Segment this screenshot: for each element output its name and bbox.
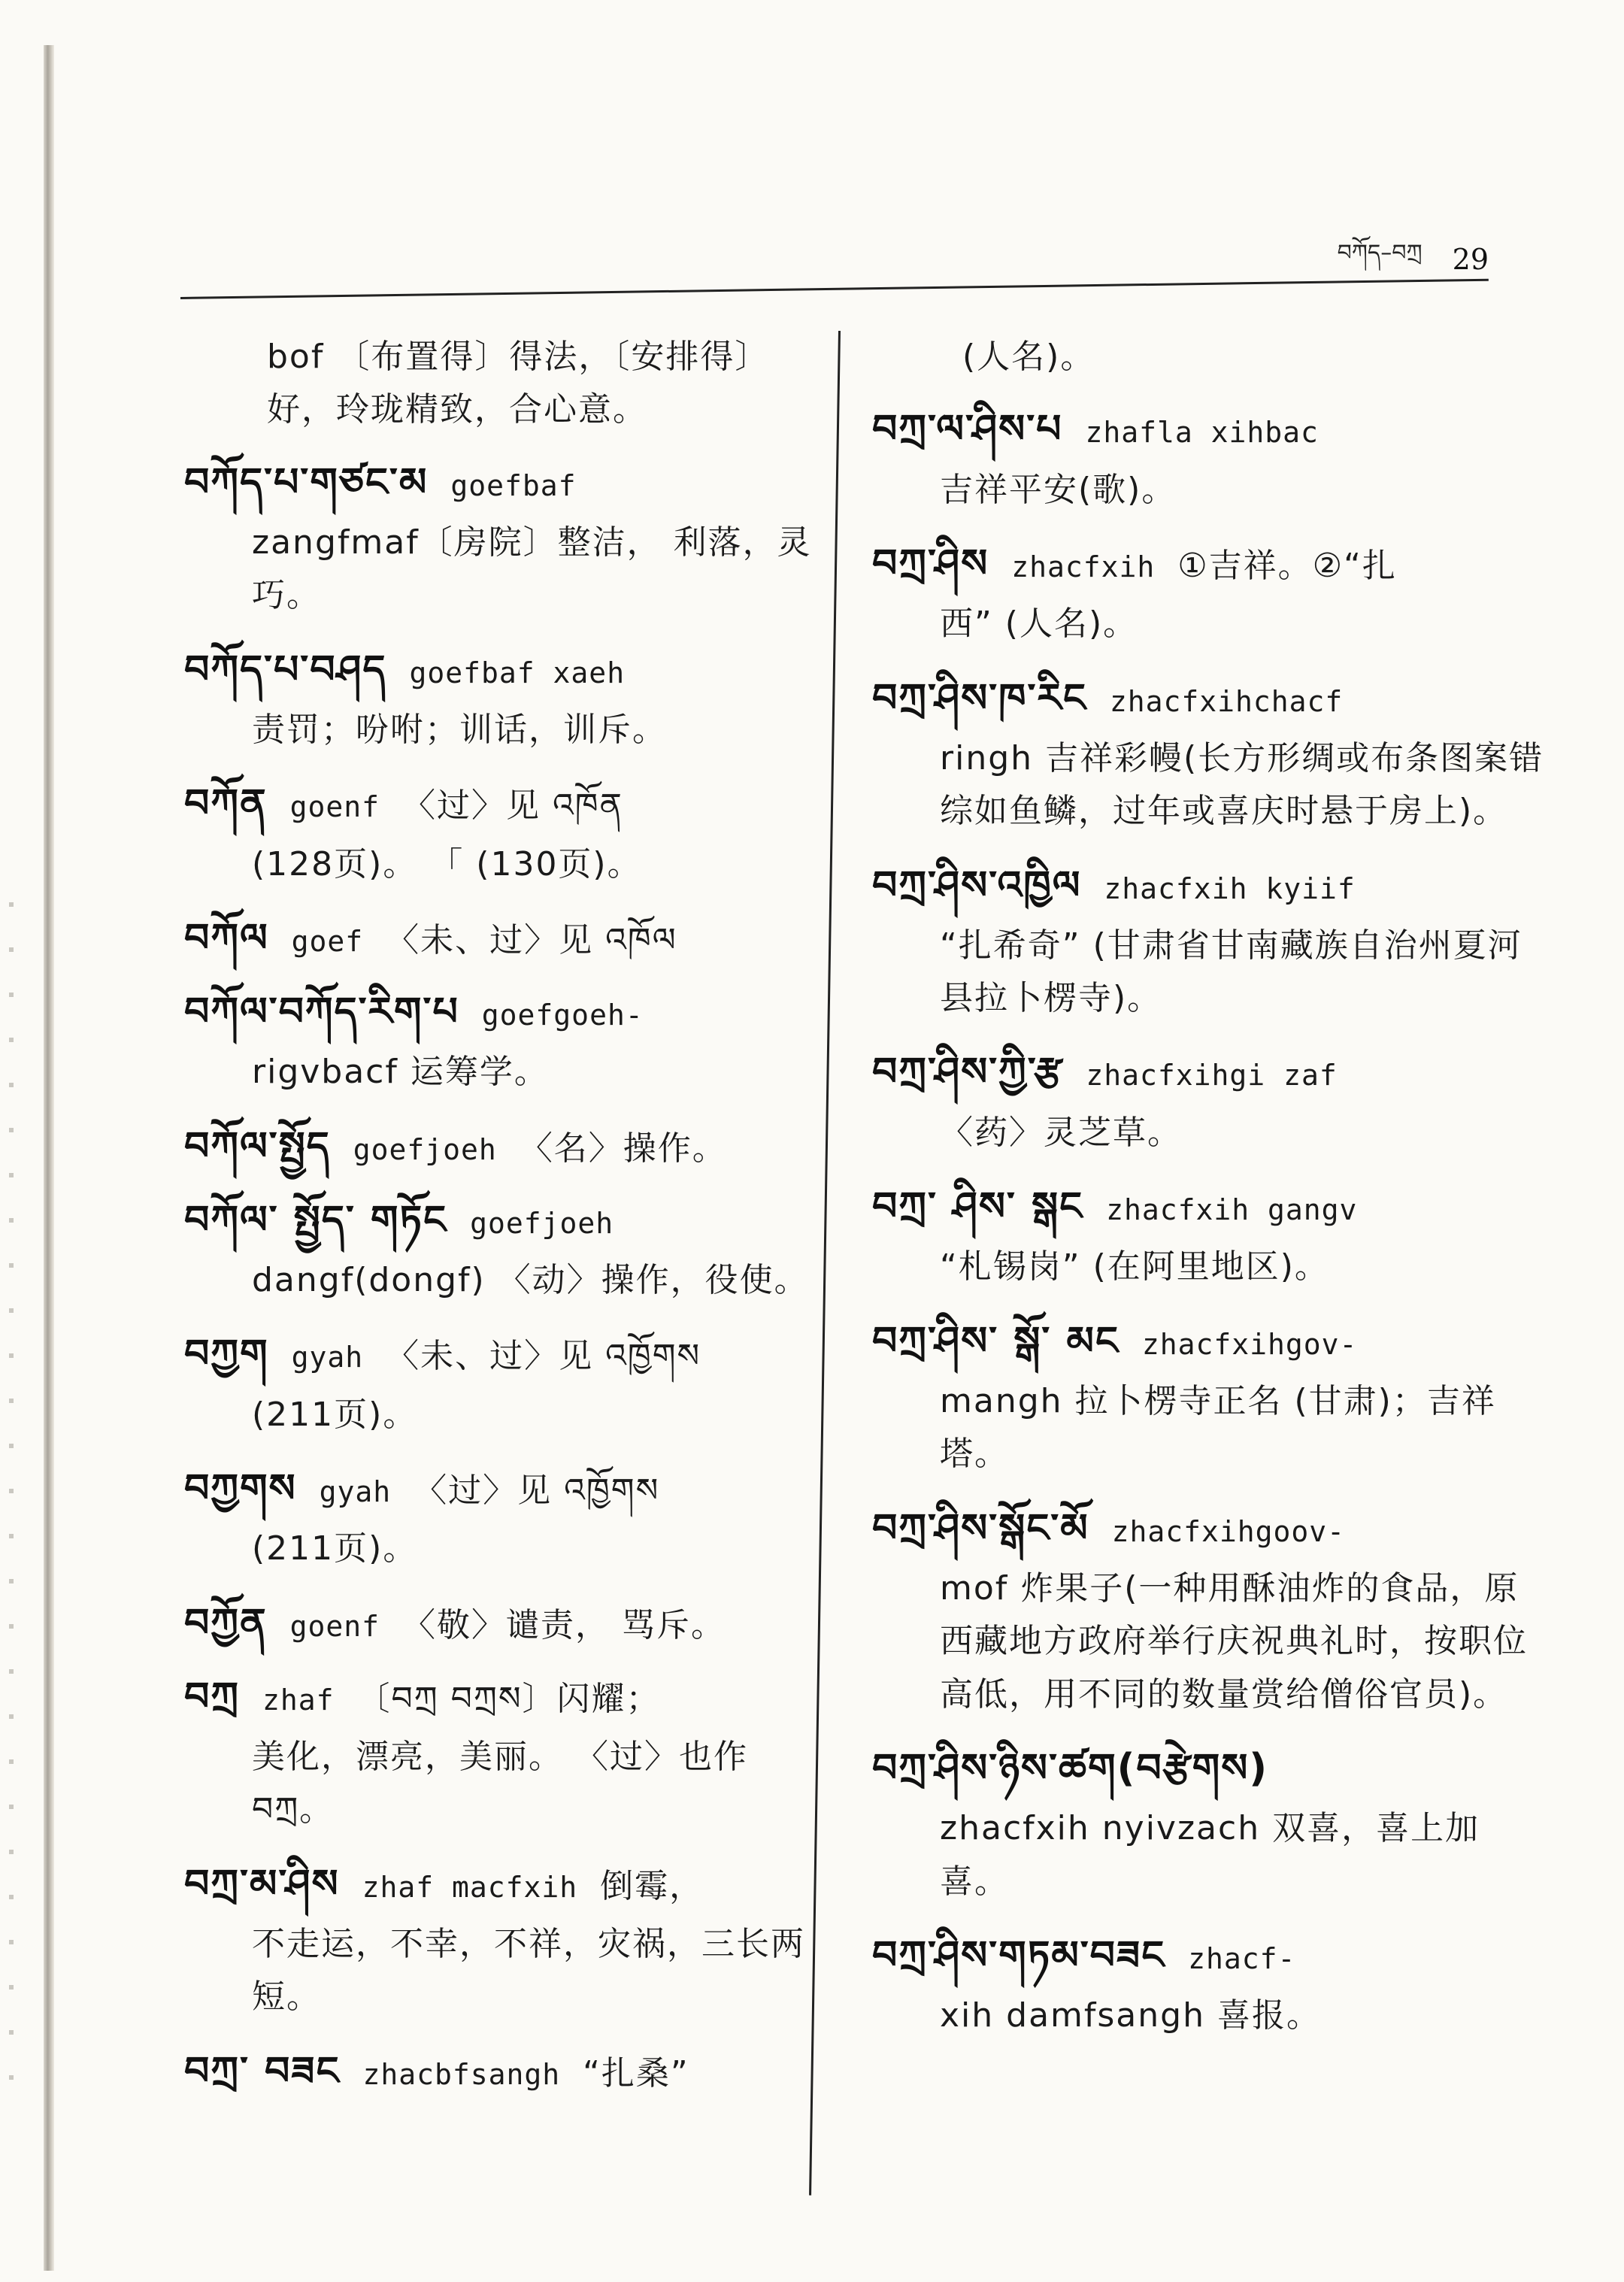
dictionary-entry <box>184 1194 831 1308</box>
dictionary-entry <box>184 1597 831 1650</box>
tibetan-headword: བཀྲ་མ་ཤིས <box>184 1861 340 1907</box>
dictionary-entry <box>872 1315 1549 1481</box>
tibetan-headword: བཀྲ་ཤིས་འཁྱིལ <box>872 862 1082 908</box>
dictionary-entry <box>872 672 1549 838</box>
page-header <box>1233 237 1489 282</box>
romanization: zhacfxihgoov- <box>1111 1514 1346 1548</box>
gloss: 〈过〉见 འཁོན <box>402 786 623 826</box>
tibetan-headword: བཀྲ་ཤིས་སྒོང་མོ <box>872 1505 1089 1551</box>
definition: mof 炸果子(一种用酥油炸的食品，原西藏地方政府举行庆祝典礼时，按职位高低，用不同的数量赏给僧俗官员)。 <box>940 1568 1528 1714</box>
definition: zangfmaf〔房院〕整洁， 利落，灵巧。 <box>252 523 812 615</box>
dictionary-entry <box>872 859 1549 1026</box>
tibetan-headword: བཀོན <box>184 781 268 827</box>
romanization: goenf <box>289 790 380 824</box>
right-column <box>872 331 1549 2064</box>
definition: 美化，漂亮，美丽。 〈过〉也作 བཀྲ。 <box>252 1737 748 1829</box>
romanization: gyah <box>291 1341 364 1374</box>
tibetan-headword: བཀྲ་ཤིས་ཉིས་ཚག(བརྩེགས) <box>872 1745 1269 1791</box>
romanization: zhaf <box>262 1683 335 1717</box>
tibetan-headword: བཀྲ་ཤིས <box>872 541 989 586</box>
dictionary-entry <box>872 1502 1549 1721</box>
gloss: 〈过〉见 འཁྱོགས <box>414 1471 660 1511</box>
dictionary-entry <box>184 912 831 965</box>
tibetan-headword: བཀོལ་སྤྱོད <box>184 1123 331 1169</box>
continuation-text: (人名)。 <box>962 338 1095 376</box>
tibetan-headword: བཀྲ་ཤིས་གཏམ་བཟང <box>872 1932 1166 1978</box>
header-rule <box>180 279 1489 299</box>
definition: (211页)。 <box>252 1395 418 1434</box>
romanization: zhacfxihgov- <box>1141 1327 1358 1361</box>
definition: (211页)。 <box>252 1529 418 1568</box>
entry-range: བཀོད–བཀྲ <box>1337 240 1423 266</box>
romanization: zhacfxih kyiif <box>1104 871 1356 905</box>
dictionary-entry <box>184 2045 831 2098</box>
gloss: 倒霉， <box>600 1866 704 1905</box>
dictionary-entry <box>872 403 1549 517</box>
romanization: gyah <box>319 1475 392 1509</box>
romanization: zhacbfsangh <box>362 2057 561 2091</box>
romanization: goefjoeh <box>470 1206 614 1240</box>
definition: dangf(dongf) 〈动〉操作，役使。 <box>252 1261 809 1300</box>
definition: 责罚；吩咐；训话，训斥。 <box>252 710 667 749</box>
book-spine-shadow <box>44 45 54 2271</box>
dictionary-entry <box>872 1742 1549 1908</box>
definition: ringh 吉祥彩幔(长方形绸或布条图案错综如鱼鳞，过年或喜庆时悬于房上)。 <box>940 738 1544 831</box>
romanization: goenf <box>289 1609 380 1643</box>
dictionary-entry <box>872 1929 1549 2043</box>
definition: mangh 拉卜楞寺正名 (甘肃)；吉祥塔。 <box>940 1381 1496 1474</box>
tibetan-headword: བཀྲ <box>184 1674 240 1720</box>
romanization: zhacfxih <box>1011 550 1156 583</box>
romanization: zhacfxihgi zaf <box>1086 1059 1338 1093</box>
definition: xih damfsangh 喜报。 <box>940 1996 1321 2035</box>
tibetan-headword: བཀྲ་ཤིས་ཁ་རིང <box>872 675 1087 721</box>
definition: 不走运，不幸，不祥，灾祸，三长两短。 <box>252 1924 805 2017</box>
gloss: 〈未、过〉见 འཁོལ <box>386 920 677 959</box>
gloss: 〈敬〉谴责， 骂斥。 <box>402 1605 726 1644</box>
romanization: goef <box>291 924 364 958</box>
romanization: goefgoeh- <box>481 999 644 1032</box>
romanization: zhacfxih gangv <box>1106 1193 1358 1227</box>
romanization: zhacf- <box>1188 1941 1296 1975</box>
dictionary-entry <box>872 1180 1549 1294</box>
romanization: zhacfxihchacf <box>1109 684 1344 718</box>
romanization: goefjoeh <box>353 1132 497 1166</box>
gloss: 〈名〉操作。 <box>519 1129 727 1168</box>
dictionary-entry <box>184 777 831 891</box>
tibetan-headword: བཀྱག <box>184 1332 269 1377</box>
tibetan-headword: བཀྲ་ བཟང <box>184 2048 341 2094</box>
dictionary-entry <box>184 1671 831 1837</box>
dictionary-entry <box>184 456 831 623</box>
definition: 〈药〉灵芝草。 <box>940 1113 1182 1152</box>
dictionary-entry <box>184 986 831 1099</box>
definition: “札锡岗” (在阿里地区)。 <box>940 1247 1329 1286</box>
dictionary-entry <box>184 1858 831 2024</box>
gloss: 〔བཀྲ བཀྲས〕闪耀； <box>356 1679 661 1718</box>
gloss: 〈未、过〉见 འཁྱོགས <box>386 1337 701 1376</box>
tibetan-headword: བཀྲ་ ཤིས་ སྒང <box>872 1184 1084 1230</box>
tibetan-headword: བཀྱགས <box>184 1466 297 1512</box>
romanization: zhafla xihbac <box>1085 416 1319 450</box>
dictionary-entry <box>872 1046 1549 1159</box>
continuation-text: bof 〔布置得〕得法，〔安排得〕好，玲珑精致，合心意。 <box>267 338 770 429</box>
tibetan-headword: བཀྲ་ཤིས་ སྒོ་ མང <box>872 1318 1120 1364</box>
tibetan-headword: བཀྲ་ཤིས་ཀྱི་རྩ <box>872 1050 1064 1096</box>
definition: rigvbacf 运筹学。 <box>252 1053 549 1092</box>
page-number: 29 <box>1452 243 1489 276</box>
tibetan-headword: བཀོལ <box>184 915 269 961</box>
gloss: “扎桑” <box>583 2053 689 2093</box>
dictionary-entry <box>872 538 1549 651</box>
tibetan-headword: བཀོལ་ སྤྱོད་ གཏོང <box>184 1197 448 1243</box>
tibetan-headword: བཀོད་པ་གཙང་མ <box>184 459 429 505</box>
left-column <box>184 331 831 2119</box>
tibetan-headword: བཀྲ་ལ་ཤིས་པ <box>872 407 1063 453</box>
definition: (128页)。 「 (130页)。 <box>252 844 642 883</box>
dictionary-entry <box>184 1462 831 1576</box>
romanization: zhaf macfxih <box>362 1870 578 1904</box>
definition: 西” (人名)。 <box>940 605 1138 644</box>
dictionary-entry <box>184 644 831 757</box>
scan-margin-marks <box>9 902 14 2105</box>
gloss: ①吉祥。②“扎 <box>1177 546 1397 585</box>
dictionary-entry <box>184 1328 831 1441</box>
romanization: goefbaf xaeh <box>409 656 626 689</box>
tibetan-headword: བཀྱོན <box>184 1600 268 1646</box>
tibetan-headword: བཀོལ་བཀོད་རིག་པ <box>184 989 459 1035</box>
definition: “扎希奇” (甘肃省甘南藏族自治州夏河县拉卜楞寺)。 <box>940 926 1522 1018</box>
dictionary-entry <box>184 1120 831 1173</box>
definition: 吉祥平安(歌)。 <box>940 470 1177 509</box>
definition: zhacfxih nyivzach 双喜，喜上加喜。 <box>940 1809 1480 1901</box>
romanization: goefbaf <box>450 468 577 502</box>
tibetan-headword: བཀོད་པ་བཤད <box>184 647 387 692</box>
